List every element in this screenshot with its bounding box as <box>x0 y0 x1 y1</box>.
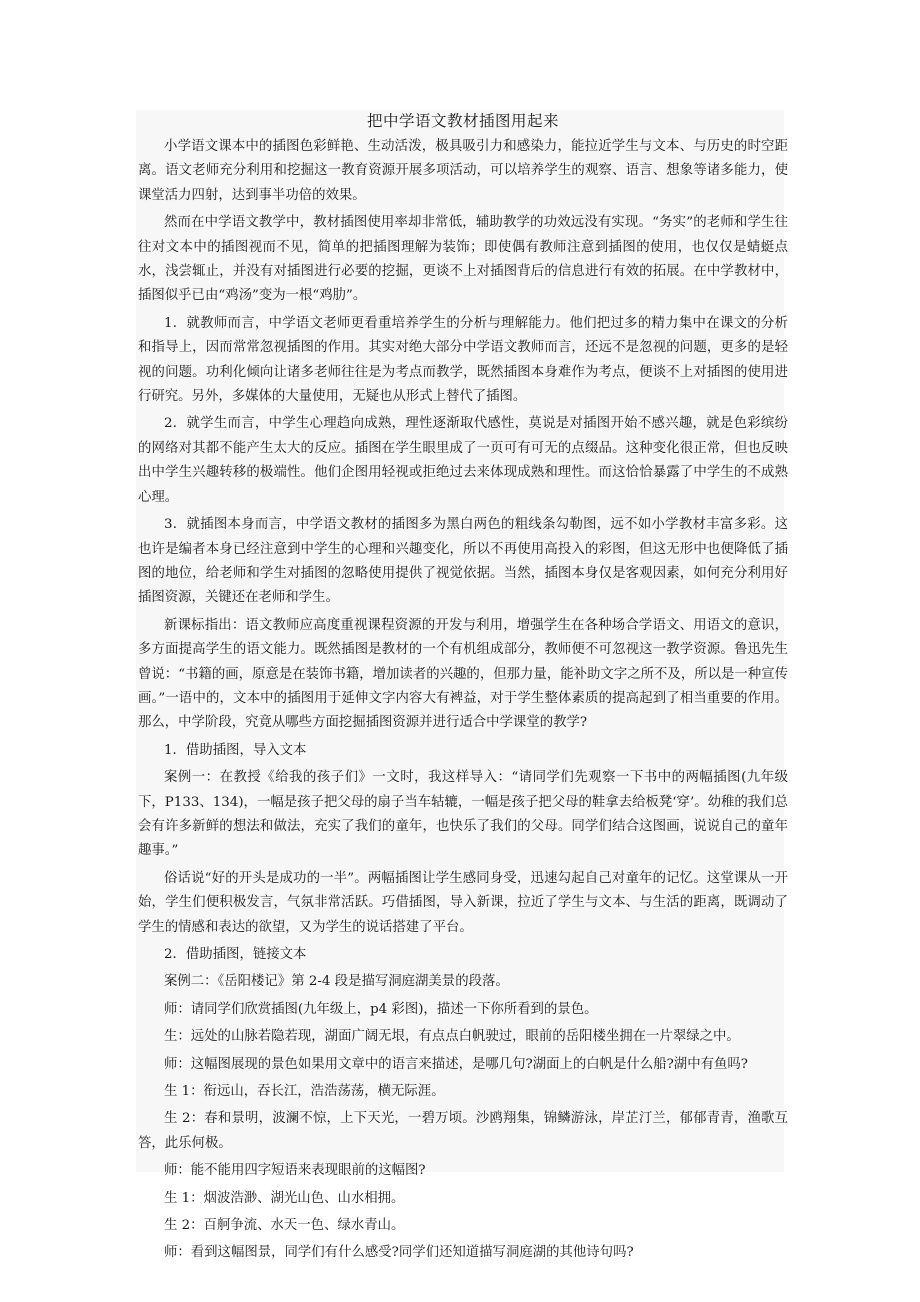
section-heading-2: 2．借助插图，链接文本 <box>164 947 307 962</box>
dialogue-line: 生 1：衔远山，吞长江，浩浩荡荡，横无际涯。 <box>164 1084 445 1100</box>
paragraph-2: 然而在中学语文教学中，教材插图使用率却非常低，辅助教学的功效远没有实现。“务实”的老师和学生往往对文本中的插图视而不见，简单的把插图理解为装饰；即使偶有教师注意到插图的使用，也仅仅是蜻蜓点水，浅尝辄止，并没有对插图进行必要的挖掘，更谈不上对插图背后的信息进行有效的拓展。在中学教材中，插图似乎已由“鸡汤”变为一根“鸡肋”。 <box>138 215 788 304</box>
paragraph-6: 新课标指出：语文教师应高度重视课程资源的开发与利用，增强学生在各种场合学语文、用语文的意识，多方面提高学生的语文能力。既然插图是教材的一个有机组成部分，教师便不可忽视这一教学资源。鲁迅先生曾说：“书籍的画，原意是在装饰书籍，增加读者的兴趣的，但那力量，能补助文字之所不及，所以是一种宣传画。”一语中的，文本中的插图用于延伸文字内容大有裨益，对于学生整体素质的提高起到了相当重要的作用。那么，中学阶段，究竟从哪些方面挖掘插图资源并进行适合中学课堂的教学? <box>138 617 788 731</box>
dialogue-line: 师：看到这幅图景，同学们有什么感受?同学们还知道描写洞庭湖的其他诗句吗? <box>164 1245 634 1261</box>
paragraph-3: 1．就教师而言，中学语文老师更看重培养学生的分析与理解能力。他们把过多的精力集中在课文的分析和指导上，因而常常忽视插图的作用。其实对绝大部分中学语文教师而言，还远不是忽视的问题，更多的是轻视的问题。功利化倾向让诸多老师往往是为考点而教学，既然插图本身难作为考点，便谈不上对插图的使用进行研究。另外，多媒体的大量使用，无疑也从形式上替代了插图。 <box>138 315 788 405</box>
section-heading-1: 1．借助插图，导入文本 <box>164 742 307 758</box>
dialogue-line: 师：能不能用四字短语来表现眼前的这幅图? <box>164 1163 426 1179</box>
document-title: 把中学语文教材插图用起来 <box>366 112 559 130</box>
dialogue-line: 生 1：烟波浩渺、湖光山色、山水相拥。 <box>164 1190 405 1206</box>
dialogue-line: 生 2：春和景明，波澜不惊，上下天光，一碧万顷。沙鸥翔集，锦鳞游泳，岸芷汀兰，郁郁青青，渔歌互答，此乐何极。 <box>138 1111 788 1151</box>
case-two: 案例二：《岳阳楼记》第 2-4 段是描写洞庭湖美景的段落。 <box>164 974 509 990</box>
paragraph-4: 2．就学生而言，中学生心理趋向成熟，理性逐渐取代感性，莫说是对插图开始不感兴趣，就是色彩缤纷的网络对其都不能产生太大的反应。插图在学生眼里成了一页可有可无的点缀品。这种变化很正常，但也反映出中学生兴趣转移的极端性。他们企图用轻视或拒绝过去来体现成熟和理性。而这恰恰暴露了中学生的不成熟心理。 <box>138 416 788 505</box>
dialogue-line: 生：远处的山脉若隐若现，湖面广阔无垠，有点点白帆驶过，眼前的岳阳楼坐拥在一片翠绿之中。 <box>164 1029 740 1045</box>
document-body <box>138 109 788 1266</box>
case-one: 案例一：在教授《给我的孩子们》一文时，我这样导入：“请同学们先观察一下书中的两幅插图(九年级下，P133、134)，一幅是孩子把父母的扇子当车轱辘，一幅是孩子把父母的鞋拿去给板凳‘穿’。幼稚的我们总会有许多新鲜的想法和做法，充实了我们的童年，也快乐了我们的父母。同学们结合这图画，说说自己的童年趣事。” <box>138 770 788 859</box>
paragraph-5: 3．就插图本身而言，中学语文教材的插图多为黑白两色的粗线条勾勒图，远不如小学教材丰富多彩。这也许是编者本身已经注意到中学生的心理和兴趣变化，所以不再使用高投入的彩图，但这无形中也便降低了插图的地位，给老师和学生对插图的忽略使用提供了视觉依据。当然，插图本身仅是客观因素，如何充分利用好插图资源，关键还在老师和学生。 <box>138 517 788 606</box>
dialogue-line: 师：请同学们欣赏插图(九年级上，p4 彩图)，描述一下你所看到的景色。 <box>164 1001 598 1017</box>
dialogue-line: 师：这幅图展现的景色如果用文章中的语言来描述，是哪几句?湖面上的白帆是什么船?湖中有鱼吗? <box>164 1056 748 1072</box>
dialogue-line: 生 2：百舸争流、水天一色、绿水青山。 <box>164 1218 405 1234</box>
paragraph-1: 小学语文课本中的插图色彩鲜艳、生动活泼，极具吸引力和感染力，能拉近学生与文本、与历史的时空距离。语文老师充分利用和挖掘这一教育资源开展多项活动，可以培养学生的观察、语言、想象等诸多能力，使课堂活力四射，达到事半功倍的效果。 <box>138 139 788 203</box>
paragraph-proverb: 俗话说“好的开头是成功的一半”。两幅插图让学生感同身受，迅速勾起自己对童年的记忆。这堂课从一开始，学生们便积极发言，气氛非常活跃。巧借插图，导入新课，拉近了学生与文本、与生活的距离，既调动了学生的情感和表达的欲望，又为学生的说话搭建了平台。 <box>138 870 788 935</box>
